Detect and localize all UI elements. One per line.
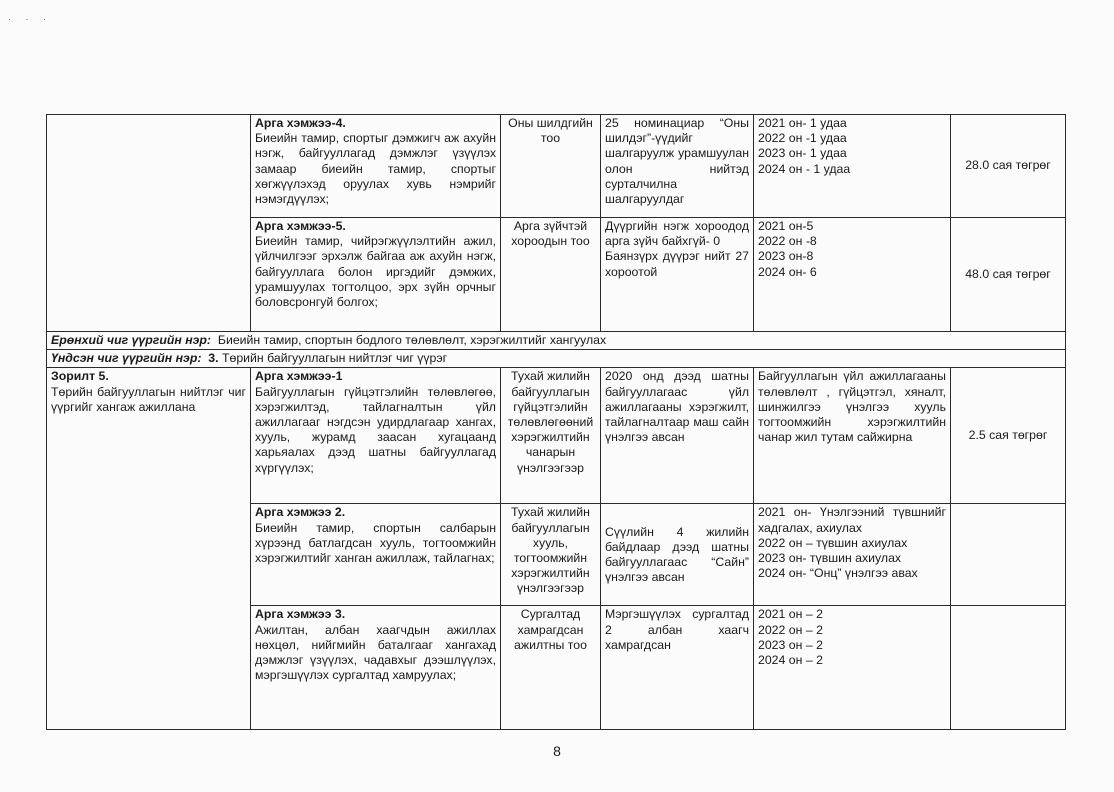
baseline-cell: Мэргэшүүлэх сургалтад 2 албан хаагч хамрагдсан	[601, 606, 754, 730]
baseline-cell: Сүүлийн 4 жилийн байдлаар дээд шатны байгууллагаас “Сайн” үнэлгээ авсан	[601, 504, 754, 606]
target-line: 2024 он - 1 удаа	[758, 161, 851, 176]
empty-objective-cell	[47, 115, 251, 332]
measure-text: Биеийн тамир, спортыг дэмжигч аж ахуйн нэгж, байгууллагад дэмжлэг үзүүлэх замаар биеийн тамир, спортыг хөгжүүлэхэд оруулах хувь нэмрийг нэмэгдүүлэх;	[255, 131, 496, 207]
main-function-cell	[47, 350, 1066, 368]
scan-specks: · · ·	[8, 14, 52, 24]
measure-title: Арга хэмжээ-5.	[255, 219, 346, 233]
target-line: 2023 он – 2	[758, 637, 823, 652]
budget-cell: 48.0 сая төгрөг	[951, 218, 1066, 332]
baseline-cell: 25 номинациар “Оны шилдэг”-үүдийг шалгаруулж урамшуулан олон нийтэд сурталчилна шалгаруулдаг	[601, 115, 754, 218]
target-cell: Байгууллагын үйл ажиллагааны төлөвлөлт , гүйцэтгэл, хяналт, шинжилгээ үнэлгээ хууль тогтоомжийн хэрэгжилтийн чанар жил тутам сайжирна	[754, 368, 951, 504]
indicator-cell: Арга зүйчтэй хороодын тоо	[501, 218, 601, 332]
target-line: 2023 он- түвшин ахиулах	[758, 551, 902, 566]
general-policy-label: Ерөнхий чиг үүргийн нэр:	[51, 333, 212, 347]
general-policy-row	[47, 332, 1066, 350]
budget-cell: 2.5 сая төгрөг	[951, 368, 1066, 504]
target-line: 2022 он -1 удаа	[758, 131, 847, 146]
general-policy-value: Биеийн тамир, спортын бодлого төлөвлөлт, хэрэгжилтийг хангуулах	[217, 333, 607, 347]
main-function-label: Үндсэн чиг үүргийн нэр:	[51, 351, 202, 366]
target-line: 2022 он – түвшин ахиулах	[758, 535, 908, 550]
measure-cell	[251, 606, 501, 730]
measure-text: Байгууллагын гүйцэтгэлийн төлөвлөгөө, хэрэгжилтэд, тайлагналтын үйл ажиллагааг нэгдсэн удирдлагаар хангах, хууль, журамд заасан хугацаанд харьяалах дээд шатны байгууллагад хүргүүлэх;	[255, 384, 496, 475]
measure-cell	[251, 115, 501, 218]
table-row	[47, 115, 1066, 218]
target-line: 2021 он- Үнэлгээний түвшнийг хадгалах, ахиулах	[758, 505, 946, 535]
measure-text: Ажилтан, албан хаагчдын ажиллах нөхцөл, нийгмийн баталгааг хангахад дэмжлэг үзүүлэх, чадавхыг дээшлүүлэх, мэргэшүүлэх сургалтад хамруулах;	[255, 622, 496, 683]
baseline-line: Баянзүрх дүүрэг нийт 27 хороотой	[605, 249, 749, 279]
objective-text: Төрийн байгууллагын нийтлэг чиг үүргийг хангаж ажиллана	[51, 384, 246, 414]
measure-cell	[251, 504, 501, 606]
measure-cell	[251, 218, 501, 332]
action-plan-table	[46, 114, 1066, 730]
target-cell	[754, 606, 951, 730]
measure-cell	[251, 368, 501, 504]
budget-cell: 28.0 сая төгрөг	[951, 115, 1066, 218]
indicator-cell: Оны шилдгийн тоо	[501, 115, 601, 218]
measure-text: Биеийн тамир, спортын салбарын хүрээнд батлагдсан хууль, тогтоомжийн хэрэгжилтийг ханган ажиллаж, тайлагнах;	[255, 520, 496, 566]
target-cell	[754, 504, 951, 606]
indicator-cell: Сургалтад хамрагдсан ажилтны тоо	[501, 606, 601, 730]
main-function-value: Төрийн байгууллагын нийтлэг чиг үүрэг	[221, 351, 448, 366]
indicator-cell: Тухай жилийн байгууллагын хууль, тогтоомжийн хэрэгжилтийн үнэлгээгээр	[501, 504, 601, 606]
measure-title: Арга хэмжээ-4.	[255, 116, 346, 130]
target-line: 2024 он- “Онц” үнэлгээ авах	[758, 566, 918, 581]
measure-title: Арга хэмжээ 3.	[255, 607, 346, 622]
target-line: 2021 он – 2	[758, 607, 823, 622]
main-function-row	[47, 350, 1066, 368]
budget-cell	[951, 606, 1066, 730]
objective-cell	[47, 368, 251, 730]
budget-cell	[951, 504, 1066, 606]
objective-title: Зорилт 5.	[51, 369, 109, 384]
baseline-cell	[601, 218, 754, 332]
indicator-cell: Тухай жилийн байгууллагын гүйцэтгэлийн төлөвлөгөөний хэрэгжилтийн чанарын үнэлгээгээр	[501, 368, 601, 504]
general-policy-cell	[47, 332, 1066, 350]
target-cell	[754, 115, 951, 218]
target-line: 2022 он -8	[758, 234, 817, 249]
target-cell	[754, 218, 951, 332]
target-line: 2023 он-8	[758, 249, 814, 264]
measure-title: Арга хэмжээ 2.	[255, 505, 346, 520]
target-line: 2021 он- 1 удаа	[758, 116, 847, 130]
target-line: 2024 он- 6	[758, 264, 817, 279]
target-line: 2022 он – 2	[758, 622, 823, 637]
baseline-cell: 2020 онд дээд шатны байгууллагаас үйл ажиллагааны хэрэгжилт, тайлагналтаар маш сайн үнэлгээ авсан	[601, 368, 754, 504]
table-row	[47, 368, 1066, 504]
baseline-line: Дүүргийн нэгж хороодод арга зүйч байхгүй- 0	[605, 219, 749, 249]
measure-text: Биеийн тамир, чийрэгжүүлэлтийн ажил, үйлчилгээг эрхэлж байгаа аж ахуйн нэгж, байгууллага болон иргэдийг дэмжих, урамшуулах тогтолцоо, эрх зүйн орчныг боловсронгуй болгох;	[255, 234, 496, 310]
target-line: 2023 он- 1 удаа	[758, 146, 847, 161]
page-number: 8	[553, 743, 561, 759]
target-line: 2021 он-5	[758, 219, 814, 233]
main-function-number: 3.	[208, 351, 219, 366]
target-line: 2024 он – 2	[758, 653, 823, 668]
measure-title: Арга хэмжээ-1	[255, 369, 343, 384]
